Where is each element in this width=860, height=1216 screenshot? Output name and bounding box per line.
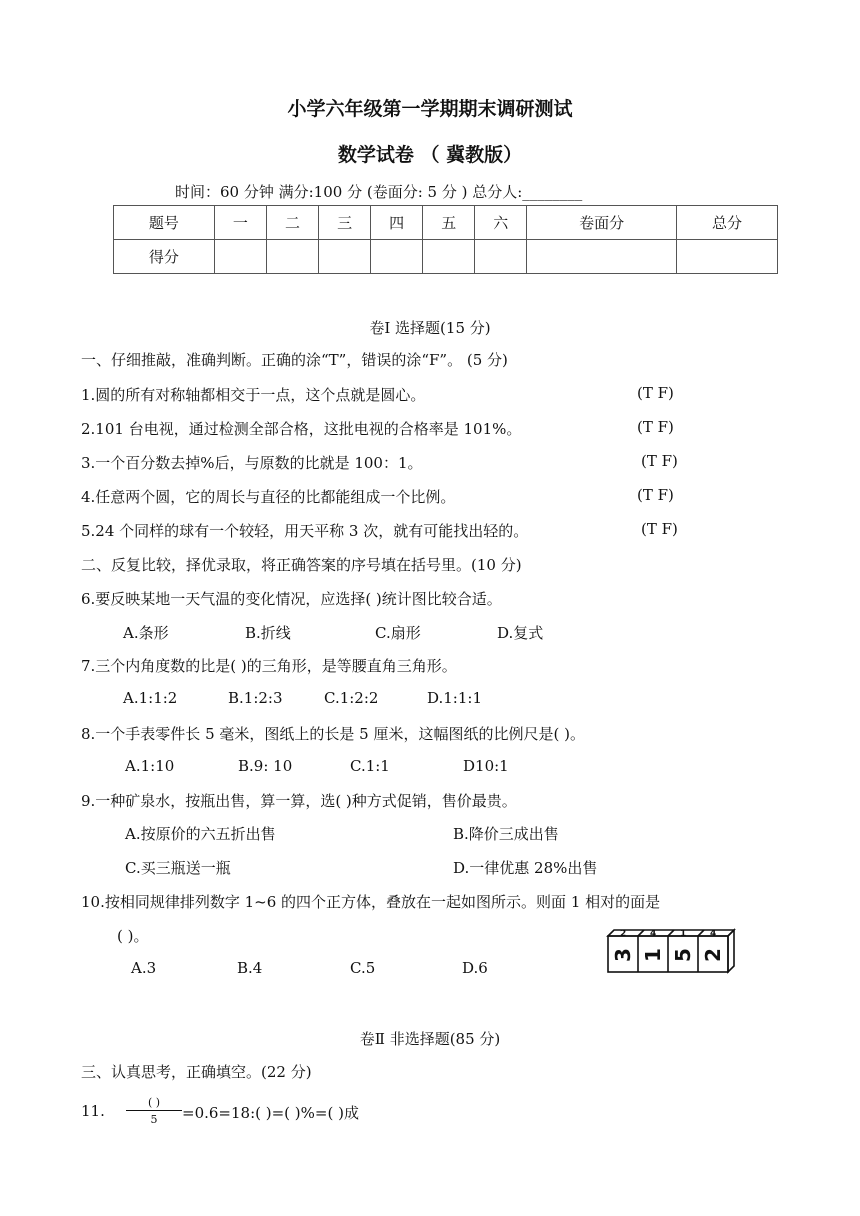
option-d[interactable]: D10:1	[463, 757, 509, 775]
tf-mark[interactable]: (T F)	[637, 486, 674, 504]
option-a[interactable]: A.按原价的六五折出售	[125, 825, 276, 843]
cube-front-label: 2	[701, 948, 725, 962]
score-entry-cell[interactable]	[371, 240, 423, 274]
section-heading: 一、仔细推敲，准确判断。正确的涂“T”，错误的涂“F”。 (5 分)	[81, 351, 508, 369]
score-entry-cell[interactable]	[319, 240, 371, 274]
option-c[interactable]: C.1:2:2	[324, 689, 379, 707]
cube-top-label: 1	[680, 929, 687, 939]
option-c[interactable]: C.买三瓶送一瓶	[125, 859, 231, 877]
tf-mark[interactable]: (T F)	[637, 418, 674, 436]
question-text: 1.圆的所有对称轴都相交于一点，这个点就是圆心。	[81, 386, 426, 404]
score-cell: 五	[423, 206, 475, 240]
score-cell: 题号	[114, 206, 215, 240]
score-table	[113, 205, 778, 274]
option-a[interactable]: A.条形	[123, 624, 169, 642]
score-entry-cell[interactable]	[475, 240, 527, 274]
option-c[interactable]: C.5	[350, 959, 376, 977]
question-text: 3.一个百分数去掉%后，与原数的比就是 100：1。	[81, 454, 423, 472]
q11-blanks[interactable]: =0.6=18:( )=( )%=( )成	[182, 1104, 359, 1122]
option-a[interactable]: A.1:10	[125, 757, 175, 775]
part1-title: 卷Ⅰ 选择题(15 分)	[369, 319, 491, 337]
fraction-numerator: ( )	[126, 1096, 182, 1111]
score-cell: 总分	[677, 206, 778, 240]
tf-mark[interactable]: (T F)	[641, 520, 678, 538]
q11-fraction[interactable]	[126, 1096, 182, 1126]
tf-mark[interactable]: (T F)	[637, 384, 674, 402]
score-table-header-row	[114, 206, 778, 240]
question-text: 6.要反映某地一天气温的变化情况，应选择( )统计图比较合适。	[81, 590, 502, 608]
option-b[interactable]: B.折线	[245, 624, 291, 642]
option-d[interactable]: D.复式	[497, 624, 544, 642]
option-d[interactable]: D.6	[462, 959, 488, 977]
question-number: 11.	[81, 1102, 105, 1120]
option-c[interactable]: C.1:1	[350, 757, 390, 775]
question-text: 9.一种矿泉水，按瓶出售，算一算，选( )种方式促销，售价最贵。	[81, 792, 517, 810]
score-cell: 得分	[114, 240, 215, 274]
question-text: 4.任意两个圆，它的周长与直径的比都能组成一个比例。	[81, 488, 456, 506]
section-heading: 三、认真思考，正确填空。(22 分)	[81, 1063, 312, 1081]
exam-info: 时间：60 分钟 满分:100 分 (卷面分: 5 分 ) 总分人:________	[175, 183, 583, 201]
score-entry-cell[interactable]	[214, 240, 266, 274]
tf-mark[interactable]: (T F)	[641, 452, 678, 470]
score-entry-cell[interactable]	[527, 240, 677, 274]
cube-front-label: 1	[641, 948, 665, 962]
page-subtitle: 数学试卷 （ 冀教版）	[337, 144, 523, 166]
cube-top-label: 4	[710, 929, 717, 939]
option-b[interactable]: B.4	[237, 959, 263, 977]
score-entry-cell[interactable]	[266, 240, 318, 274]
score-table-score-row	[114, 240, 778, 274]
section-heading: 二、反复比较，择优录取，将正确答案的序号填在括号里。(10 分)	[81, 556, 522, 574]
score-cell: 六	[475, 206, 527, 240]
question-text-cont: ( )。	[117, 927, 149, 945]
question-text: 5.24 个同样的球有一个较轻，用天平称 3 次，就有可能找出轻的。	[81, 522, 529, 540]
option-b[interactable]: B.9: 10	[238, 757, 293, 775]
score-entry-cell[interactable]	[423, 240, 475, 274]
option-a[interactable]: A.3	[131, 959, 157, 977]
score-cell: 一	[214, 206, 266, 240]
cube-top-label: 4	[650, 929, 657, 939]
part2-title: 卷Ⅱ 非选择题(85 分)	[359, 1030, 501, 1048]
option-b[interactable]: B.降价三成出售	[453, 825, 559, 843]
option-c[interactable]: C.扇形	[375, 624, 421, 642]
score-cell: 二	[266, 206, 318, 240]
page-title: 小学六年级第一学期期末调研测试	[287, 98, 573, 120]
cube-front-label: 5	[671, 948, 695, 962]
score-entry-cell[interactable]	[677, 240, 778, 274]
option-d[interactable]: D.1:1:1	[427, 689, 482, 707]
fraction-denominator: 5	[150, 1113, 158, 1126]
stacked-cubes-figure	[604, 926, 740, 976]
option-b[interactable]: B.1:2:3	[228, 689, 283, 707]
question-text: 8.一个手表零件长 5 毫米，图纸上的长是 5 厘米，这幅图纸的比例尺是( )。	[81, 725, 585, 743]
question-text: 7.三个内角度数的比是( )的三角形，是等腰直角三角形。	[81, 657, 457, 675]
score-cell: 卷面分	[527, 206, 677, 240]
cube-top-label: 2	[620, 929, 627, 939]
question-text: 2.101 台电视，通过检测全部合格，这批电视的合格率是 101%。	[81, 420, 522, 438]
score-cell: 三	[319, 206, 371, 240]
question-text: 10.按相同规律排列数字 1~6 的四个正方体，叠放在一起如图所示。则面 1 相对的面是	[81, 893, 661, 911]
option-a[interactable]: A.1:1:2	[123, 689, 178, 707]
option-d[interactable]: D.一律优惠 28%出售	[453, 859, 598, 877]
cube-front-label: 3	[611, 948, 635, 962]
score-cell: 四	[371, 206, 423, 240]
